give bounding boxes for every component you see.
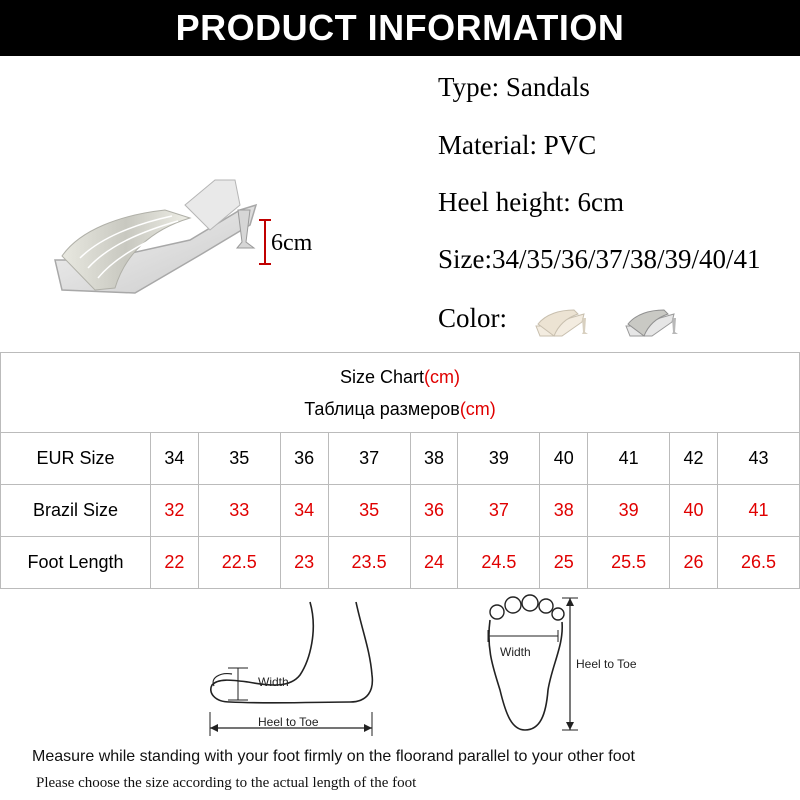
- size-chart-cell: 40: [670, 485, 718, 537]
- banner-title: PRODUCT INFORMATION: [175, 7, 625, 48]
- spec-type: Type: Sandals: [438, 72, 590, 102]
- color-swatch-silver[interactable]: [620, 296, 690, 342]
- measure-instruction: Measure while standing with your foot firmly on the floorand parallel to your other foot: [32, 748, 635, 765]
- size-chart-cell: 39: [588, 485, 670, 537]
- size-chart-cell: 25: [540, 537, 588, 589]
- size-chart-row-label: Brazil Size: [1, 485, 151, 537]
- size-chart-cell: 32: [151, 485, 199, 537]
- size-chart-cell: 34: [151, 433, 199, 485]
- spec-heel-height: Heel height: 6cm: [438, 187, 624, 217]
- size-chart-cell: 25.5: [588, 537, 670, 589]
- color-swatch-beige[interactable]: [530, 296, 600, 342]
- top-width-label: Width: [500, 645, 531, 659]
- size-chart-cell: 23.5: [328, 537, 410, 589]
- size-chart-row: [1, 433, 800, 485]
- size-chart-cell: 41: [717, 485, 799, 537]
- size-chart-cell: 42: [670, 433, 718, 485]
- size-chart-row-label: EUR Size: [1, 433, 151, 485]
- size-chart-title: Size Chart(cm): [339, 366, 461, 387]
- size-chart-row: [1, 485, 800, 537]
- size-chart-cell: 23: [280, 537, 328, 589]
- size-chart-cell: 36: [280, 433, 328, 485]
- heel-height-label: 6cm: [271, 230, 313, 256]
- size-chart-row-label: Foot Length: [1, 537, 151, 589]
- size-chart-row: [1, 537, 800, 589]
- top-foot-diagram: [488, 595, 578, 730]
- side-heel-to-toe-label: Heel to Toe: [258, 715, 319, 729]
- size-chart-cell: 22.5: [198, 537, 280, 589]
- side-width-label: Width: [258, 675, 289, 689]
- size-choice-instruction: Please choose the size according to the actual length of the foot: [36, 775, 417, 791]
- size-chart-cell: 37: [458, 485, 540, 537]
- size-chart-cell: 37: [328, 433, 410, 485]
- size-chart-cell: 41: [588, 433, 670, 485]
- size-chart-cell: 22: [151, 537, 199, 589]
- size-chart-cell: 34: [280, 485, 328, 537]
- size-chart-cell: 26.5: [717, 537, 799, 589]
- size-chart-cell: 35: [198, 433, 280, 485]
- foot-measurement-diagram: [0, 590, 800, 740]
- size-chart-cell: 36: [410, 485, 458, 537]
- product-information-banner: [0, 0, 800, 56]
- spec-color: Color:: [438, 303, 508, 333]
- top-heel-to-toe-label: Heel to Toe: [576, 657, 637, 671]
- size-chart-cell: 40: [540, 433, 588, 485]
- size-chart-cell: 43: [717, 433, 799, 485]
- size-chart-subtitle: Таблица размеров(cm): [304, 398, 496, 419]
- size-chart-title-cell: [1, 353, 800, 433]
- size-chart-cell: 24.5: [458, 537, 540, 589]
- size-chart-cell: 38: [540, 485, 588, 537]
- spec-material: Material: PVC: [438, 130, 597, 160]
- spec-size: Size:34/35/36/37/38/39/40/41: [438, 244, 761, 274]
- size-chart: [0, 352, 800, 589]
- size-chart-table: [0, 352, 800, 589]
- size-chart-cell: 39: [458, 433, 540, 485]
- size-chart-cell: 26: [670, 537, 718, 589]
- size-chart-cell: 24: [410, 537, 458, 589]
- size-chart-cell: 33: [198, 485, 280, 537]
- size-chart-cell: 38: [410, 433, 458, 485]
- size-chart-cell: 35: [328, 485, 410, 537]
